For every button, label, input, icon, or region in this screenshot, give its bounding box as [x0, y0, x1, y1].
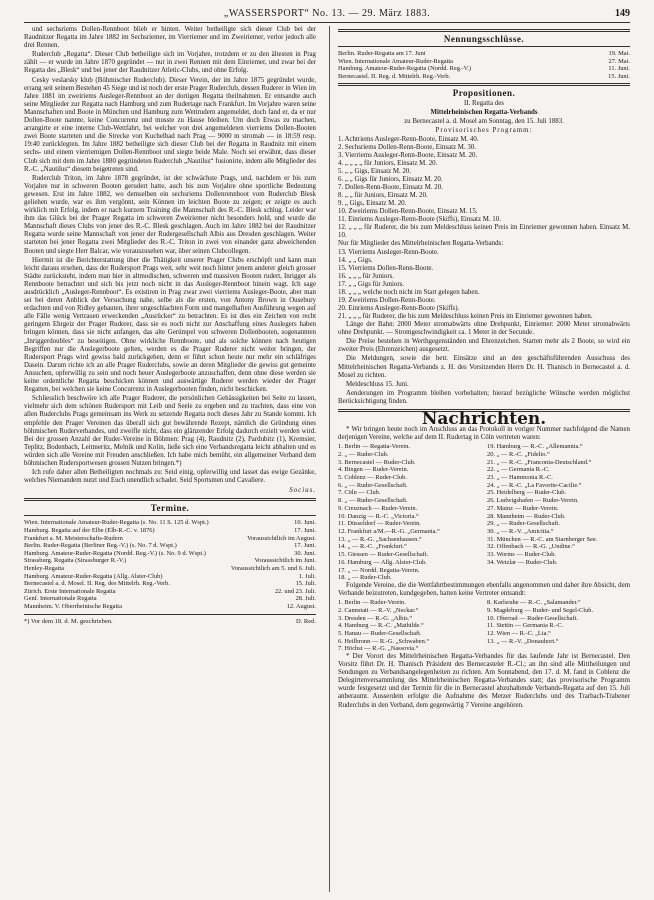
schedule-event: Berlin. Ruder-Regatta (Berliner Reg.-V.) (s. No. 7 d. Wspt.): [24, 542, 177, 550]
club-column: [487, 599, 630, 653]
schedule-date: 15. Juni.: [608, 72, 630, 80]
schedule-date: 27. Mai.: [608, 57, 630, 65]
club-list: [338, 599, 630, 653]
club-entry: 16. Hamburg — Allg. Alster-Club.: [338, 558, 427, 566]
paragraph: Die Preise bestehen in Werthgegenständen und Ehrenzeichen. Starten mehr als 2 Boote, so wird ein zweiter Preis (Ehrenzeichen) ausgesetzt.: [338, 338, 630, 354]
club-entry: 1. Berlin — Regatta-Verein.: [338, 443, 410, 451]
paragraph: Folgende Vereine, die die Wettfahrtbestimmungen ebenfalls angenommen und daher ihre Absicht, dem Verbande beizutreten, kundgegeben, hatten keine Vertreter entsandt:: [338, 581, 630, 597]
club-entry: 22. „ — Germania R.-C.: [487, 466, 550, 474]
paragraph: Ruderclub Triton, im Jahre 1878 gegründet, ist der schwächste Prags, und, nachdem er bis zum Vorjahre nur in schweren Booten gerudert hatte, auch bis zum Vorjahre ohne sportliche Bedeutung gewesen. Erst im Jahre 1882, wo demselben ein sechsriems Dollenrennboot vom Ruderclub Blesk geliehen wurde, war es ihm vergönnt, sein Können im leichten Boote zu zeigen; er zeigte es auch wirklich mit Erfolg, indem er nach kurzem Training die Mannschaft des R.-C. Blesk schlug. Leider war ihm das Glück bei der Prager Regatta im schweren Zweiriemer nicht besonders hold, und wurde die Mannschaft dieses Clubs von jener des R.-C. Blesk geschlagen. Auch im Jahre 1882 bei der Raudnitzer Regatta wurde seine Mannschaft von jener der Rudergesellschaft Albis aus Dresden geschlagen. Weiter starteten bei jener Regatta zwei Mitglieder des R.-C. Triton in zwei von einander ganz abweichenden Booten und siegte Herr Balcar, wie vorauszusehen war, über seinen Clubcollegen.: [24, 174, 316, 255]
termine-list: [24, 519, 316, 610]
program-item: 20. Einriems Ausleger-Renn-Boote (Skiffs).: [338, 305, 460, 313]
club-entry: 30. „ — R.-V. „Amicitia.“: [487, 527, 554, 535]
footnote-text: *) Vor dem 18. d. M. geschrieben.: [24, 617, 113, 625]
program-item: 6. „ „ Gigs für Juniors, Einsatz M. 20.: [338, 175, 443, 183]
club-entry: 2. „ — Ruder-Club.: [338, 450, 389, 458]
club-entry: 12. Wien — R.-C. „Lia.“: [487, 629, 551, 637]
club-entry: 10. Oberrad — Ruder-Gesellschaft.: [487, 614, 578, 622]
paragraph: und sechsriems Dollen-Rennboot blieb er hinten. Weiter betheiligte sich dieser Club bei der Raudnitzer Regatta im Jahre 1882 im Sechsriemer, im Vierriemer und im Zweiriemer, verlor jedoch alle drei Rennen.: [24, 26, 316, 50]
program-item: 14. „ „ Gigs.: [338, 257, 373, 265]
club-entry: 12. Frankfurt a/M.—R.-G. „Germania.“: [338, 527, 440, 535]
schedule-row: [24, 519, 316, 527]
program-item: 11. Einriems Ausleger-Renn-Boote (Skiffs), Einsatz M. 10.: [338, 215, 501, 223]
paragraph: Cesky veslarsky klub (Böhmischer Ruderclub). Dieser Verein, der im Jahre 1875 gegründet wurde, errang seit seinem Bestehen 45 Siege und ist noch der erste Prager Ruderclub, dessen Ruderer in Wien im Jahre 1881 im zweiriems Ausleger-Rennboot an der dortigen Regatta theilnahmen. Er entsandte auch seine Mitglieder zur Regatta nach Hamburg und zum Rudertage nach Frankfurt. Im Vorjahre waren seine Mannschaften und Boote in München und Hamburg zum Wettrudern angemeldet, doch fand er, da er nur Dollen-Boote nannte, keine Concurrenz und musste zu Hause bleiben. Um doch Etwas zu machen, arrangirte er eine interne Club-Wettfahrt, bei welcher von drei angemeldeten vierriems Dollen-Booten zwei Boote starteten und die Strecke von Kuchelbad nach Prag — 9000 m stromab — in 18:59 resp. 19:40 zurücklegten. Im Jahre 1882 betheiligte sich dieser Club bei der Regatta in Raudnitz mit einem sechs- und einem vierriemigen Dollen-Rennboot und siegte beide Male. Noch sei erwähnt, dass dieser Club sich mit dem im Jahre 1880 gegründeten Ruderclub „Nautilus“ fusionirte, indem alle Mitglieder des R.-C. „Nautilus“ diesem beigetreten sind.: [24, 76, 316, 173]
program-list: [338, 136, 630, 240]
schedule-date: 15. Juli.: [295, 580, 316, 588]
club-entry: 1. Berlin — Ruder-Verein.: [338, 599, 406, 607]
schedule-date: 1. Juli.: [298, 572, 316, 580]
club-entry: 5. Coblenz — Ruder-Club.: [338, 474, 407, 482]
club-list: [338, 443, 630, 582]
program-item: 19. Zweiriems Dollen-Renn-Boote.: [338, 297, 436, 305]
club-entry: 18. „ — Ruder-Club.: [338, 574, 392, 582]
divider: [338, 46, 630, 47]
header-title: „WASSERSPORT“ No. 13. — 29. März 1883.: [223, 8, 431, 19]
paragraph: Ich rufe daher allen Betheiligten nochmals zu: Seid einig, opferwillig und lasset das ewige Gezänke, welches Niemandem nutzt und Euch unendlich schadet. Seid Sportsmen und Cavaliere.: [24, 469, 316, 485]
program-item: 4. „ „ „ „ für Juniors, Einsatz M. 20.: [338, 159, 438, 167]
schedule-row: [24, 565, 316, 573]
nachrichten-heading: Nachrichten.: [421, 408, 547, 429]
club-entry: 23. „ — Hammonia R.-C.: [487, 474, 553, 482]
schedule-event: Hamburg. Amateur-Ruder-Regatta (Nordd. Reg.-V.) (s. No. 9 d. Wspt.): [24, 549, 206, 557]
paragraph: Die Meldungen, sowie die betr. Einsätze sind an den geschäftsführenden Ausschuss des Mittelrheinischen Regatta-Verbands z. H. des Vorsitzenden Herrn Dr. H. Thanisch in Bernecastel a. d. Mosel zu richten.: [338, 355, 630, 379]
schedule-date: 11. Juni.: [608, 65, 630, 73]
schedule-date: 10. Juni.: [294, 519, 316, 527]
schedule-row: [24, 527, 316, 535]
club-entry: 6. „ — Ruder-Gesellschaft.: [338, 481, 408, 489]
prop-subtitle: II. Regatta des: [464, 99, 504, 107]
club-entry: 13. „ — R.-V. „Donauhort.“: [487, 637, 559, 645]
club-entry: 2. Cannstatt — R.-V. „Neckar.“: [338, 606, 419, 614]
schedule-row: [24, 580, 316, 588]
propositionen-heading: Propositionen.: [452, 88, 516, 99]
schedule-row: [24, 595, 316, 603]
schedule-row: [338, 50, 630, 58]
schedule-row: [338, 58, 630, 66]
club-entry: 6. Heilbronn — R.-G. „Schwaben.“: [338, 637, 430, 645]
right-column: [338, 26, 630, 892]
schedule-event: Wien. Internationale Amateur-Ruder-Regatta: [338, 57, 454, 65]
club-entry: 11. Stettin — Germania R.-C.: [487, 622, 564, 630]
program-item: 17. „ „ Gigs für Juniors.: [338, 281, 405, 289]
divider: [338, 29, 630, 32]
schedule-event: Bernecastel. II. Reg. d. Mittelrh. Reg.-Verb.: [338, 72, 451, 80]
paragraph: * Der Vorort des Mittelrheinischen Regatta-Verbandes für das laufende Jahr ist Bernecastel. Den Vorsitz führt Dr. H. Thanisch Präsident des Bernecasteler R.-Cl.; an ihn sind alle Mittheilungen und Sendungen zu Verbandsangelegenheiten zu richten. Am Sonnabend, den 17. d. M. fand in Coblenz die Delegirtenversammlung des Mittelrheinischen Regatta-Verbandes statt; das provisorische Programm wurde festgesetzt und der Termin für die in Bernecastel abzuhaltende Verbands-Regatta auf den 15. Juli anberaumt. Ausserdem erfolgte die Aufnahme des Metzer Ruderclubs und des Trarbach-Trabener Ruderclubs in den Verband, dem gegenwärtig 7 Vereine angehören.: [338, 653, 630, 709]
left-column: [24, 26, 316, 892]
club-column: [487, 443, 630, 582]
schedule-event: Strassburg. Regatta (Strassburger R.-V.): [24, 557, 127, 565]
schedule-event: Hamburg. Amateur-Ruder-Regatta (Nordd. Reg.-V.): [338, 65, 472, 73]
program-item: 7. Dollen-Renn-Boote, Einsatz M. 20.: [338, 183, 443, 191]
paragraph: Aenderungen im Programm bleiben vorbehalten; hierauf bezügliche Wünsche werden möglichst Berücksichtigung finden.: [338, 389, 630, 405]
club-entry: 15. Giessen — Ruder-Gesellschaft.: [338, 551, 429, 559]
club-entry: 9. Magdeburg — Ruder- und Segel-Club.: [487, 606, 594, 614]
schedule-event: Hamburg. Regatta auf der Elbe (Elb-R.-C. v. 1876): [24, 527, 155, 535]
club-entry: 3. Bernecastel — Ruder-Club.: [338, 458, 416, 466]
page-number: 149: [615, 8, 630, 19]
club-entry: 20. „ — R.-C. „Fidelio.“: [487, 450, 550, 458]
nennung-list: [338, 50, 630, 80]
schedule-event: Wien. Internationale Amateur-Ruder-Regatta (s. No. 11 S. 125 d. Wspt.): [24, 519, 209, 527]
schedule-row: [24, 573, 316, 581]
club-entry: 8. „ — Ruder-Gesellschaft.: [338, 497, 408, 505]
schedule-row: [338, 65, 630, 73]
club-entry: 32. Offenbach — R.-G. „Undine.“: [487, 543, 575, 551]
divider: [338, 83, 630, 86]
program-item: 1. Achtriems Ausleger-Renn-Boote, Einsatz M. 40.: [338, 135, 479, 143]
schedule-date: 28. Juli.: [295, 595, 316, 603]
program-item: 13. Vierriems Ausleger-Renn-Boote.: [338, 249, 439, 257]
schedule-event: Frankfurt a. M. Meisterschafts-Rudern: [24, 534, 123, 542]
schedule-event: Berlin. Ruder-Regatta am 17. Juni: [338, 50, 426, 58]
club-entry: 7. Cöln — Club.: [338, 489, 381, 497]
schedule-row: [24, 557, 316, 565]
club-entry: 4. Hamburg — R.-C. „Mathilde.“: [338, 622, 424, 630]
schedule-date: 30. Juni.: [294, 549, 316, 557]
running-header: [24, 8, 630, 23]
footnote-signature: D. Red.: [295, 617, 316, 625]
club-entry: 25. Heidelberg — Ruder-Club.: [487, 489, 567, 497]
club-entry: 28. Mannheim — Ruder-Club.: [487, 512, 566, 520]
schedule-row: [24, 588, 316, 596]
program-item: 5. „ „ Gigs, Einsatz M. 20.: [338, 167, 412, 175]
program-list: [338, 249, 630, 321]
paragraph: Schliesslich beschwöre ich alle Prager Ruderer, die persönlichen Gehässigkeiten bei Seite zu lassen, vielmehr sich dem schönen Rudersport mit Leib und Seele zu ergeben und zu trachten, dass eine von allen Ruderclubs Prags gemeinsam ins Werk zu setzende Regatta noch dieses Jahr zu Stande kommt. Ich empfehle den Prager Vereinen das überall sich gut bewährende Rezept, nämlich die Gründung eines böhmischen Ruderverbandes, und zweifle nicht, dass ein glänzender Erfolg dadurch erzielt werden wird. Bei der grossen Anzahl der Ruder-Vereine in Böhmen: Prag (4), Raudnitz (2), Pardubitz (1), Kremsier, Teplitz, Bodenbach, Leitmeritz, Melnik und Kolin, ließe sich eine Verbandsregatta leicht abhalten und es würden sich alle Vereine mit Freuden anschließen. Ich habe mich bemüht, ein allgemeiner Verband dem böhmischen Rudersportwesen grossen Nutzen bringen.*): [24, 395, 316, 467]
nennung-heading: Nennungsschlüsse.: [443, 34, 525, 44]
program-item: 15. Vierriems Dollen-Renn-Boote.: [338, 265, 434, 273]
divider: [24, 614, 316, 615]
club-entry: 5. Hanau — Ruder-Gesellschaft.: [338, 629, 422, 637]
club-entry: 27. Mainz — Ruder-Verein.: [487, 504, 559, 512]
paragraph: Meldeschluss 15. Juni.: [346, 380, 409, 388]
club-entry: 9. Creuznach — Ruder-Verein.: [338, 504, 418, 512]
club-entry: 33. Worms — Ruder-Club.: [487, 551, 557, 559]
schedule-event: Zürich. Erste Internationale Regatta: [24, 587, 116, 595]
club-entry: 19. Hamburg — R.-C. „Allemannia.“: [487, 443, 583, 451]
club-entry: 24. „ — R.-C. „La Favorite-Cacilie.“: [487, 481, 582, 489]
club-entry: 13. „ — R.-G. „Sachsenhausen.“: [338, 535, 422, 543]
club-entry: 10. Danzig — R.-C. „Victoria.“: [338, 512, 419, 520]
program-item: 9. „ Gigs, Einsatz M. 20.: [338, 199, 407, 207]
schedule-row: [24, 550, 316, 558]
club-entry: 31. München — R.-C. am Starnberger See.: [487, 535, 598, 543]
program-item: 8. „ „ für Juniors, Einsatz M. 20.: [338, 191, 428, 199]
signature: Socius.: [289, 487, 316, 495]
termine-heading: Termine.: [150, 503, 190, 514]
schedule-row: [338, 73, 630, 81]
club-column: [338, 443, 481, 582]
program-item: 21. „ „ „ für Ruderer, die bis zum Meldeschluss keinen Preis im Einriemer gewonnen haben.: [338, 313, 593, 321]
column-divider: [329, 26, 330, 892]
club-entry: 4. Bingen — Ruder-Verein.: [338, 466, 409, 474]
program-item: 16. „ „ „ für Juniors.: [338, 273, 395, 281]
prop-subtitle: Mittelrheinischen Regatta-Verbands: [430, 108, 538, 116]
schedule-date: 22. und 23. Juli.: [274, 587, 316, 595]
club-entry: 8. Karlsruhe — R.-C. „Salamander.“: [487, 599, 581, 607]
club-entry: 26. Ludwigshafen — Ruder-Verein.: [487, 497, 579, 505]
club-entry: 29. „ — Ruder-Gesellschaft.: [487, 520, 560, 528]
members-only-heading: Nur für Mitglieder des Mittelrheinischen Regatta-Verbands:: [338, 239, 504, 247]
program-item: 2. Sechsriems Dollen-Renn-Boote, Einsatz M. 30.: [338, 143, 476, 151]
program-item: 12. „ „ „ für Ruderer, die bis zum Meldeschluss keinen Preis im Einriemer gewonnen haben. Einsatz M. 10.: [338, 223, 630, 239]
club-entry: 11. Düsseldorf — Ruder-Verein.: [338, 520, 421, 528]
club-entry: 14. „ — R.-C. „Frankfurt.“: [338, 543, 407, 551]
club-entry: 7. Höchst — R.-G. „Nassovia.“: [338, 645, 419, 653]
schedule-event: Hamburg. Amateur-Ruder-Regatta (Allg. Alster-Club): [24, 572, 163, 580]
divider: [24, 515, 316, 516]
divider: [24, 498, 316, 501]
schedule-date: 17. Juni.: [294, 527, 316, 535]
schedule-date: Voraussichtlich im Juni.: [254, 557, 316, 565]
schedule-date: Voraussichtlich im August.: [247, 534, 316, 542]
schedule-date: 17. Juni.: [294, 542, 316, 550]
prop-text: [338, 321, 630, 406]
schedule-event: Mannheim. V. Oberrheinische Regatta: [24, 602, 122, 610]
schedule-date: Voraussichtlich am 5. und 6. Juli.: [230, 565, 316, 572]
paragraph: Ruderclub „Regatta“. Dieser Club betheiligte sich im Vorjahre, trotzdem er zu den ältesten in Prag zählt — er wurde im Jahre 1870 gegründet — nur in zwei Rennen mit dem Einriemer, und zwar bei der Regatta des „Blesk“ und bei jener der Raudnitzer Atletic-Clubs, und ohne Erfolg.: [24, 51, 316, 75]
club-column: [338, 599, 481, 653]
club-entry: 34. Wetzlar — Ruder-Club.: [487, 558, 558, 566]
schedule-row: [24, 535, 316, 543]
club-entry: 3. Dresden — R.-G. „Albis.“: [338, 614, 413, 622]
club-entry: 17. „ — Nordd. Regatta-Verein.: [338, 566, 420, 574]
schedule-event: Bernecastel a. d. Mosel. II. Reg. des Mittelrh. Reg.-Verb.: [24, 580, 170, 588]
schedule-date: 12. August.: [286, 602, 316, 610]
paragraph: Länge der Bahn: 2000 Meter stromabwärts ohne Drehpunkt, Einriemer: 2000 Meter stromabwärts ohne Drehpunkt. — Stromgeschwindigkeit ca. 1 Meter in der Secunde.: [338, 321, 630, 337]
program-item: 18. „ „ „ welche noch nicht im Start gelegen haben.: [338, 289, 480, 297]
prop-subtitle: zu Bernecastel a. d. Mosel am Sonntag, den 15. Juli 1883.: [404, 117, 564, 125]
schedule-row: [24, 542, 316, 550]
schedule-event: Henley-Regatta: [24, 565, 65, 572]
schedule-row: [24, 603, 316, 611]
club-entry: 21. „ — R.-C. „Franconia-Deutschland.“: [487, 458, 592, 466]
prop-subtitle: Provisorisches Programm:: [435, 126, 533, 134]
schedule-event: Genf. Internationale Regatta: [24, 595, 97, 603]
schedule-date: 19. Mai.: [608, 50, 630, 58]
footnote: [24, 618, 316, 626]
program-item: 10. Zweiriems Dollen-Renn-Boote, Einsatz M. 15.: [338, 207, 478, 215]
paragraph: * Wir bringen heute noch im Anschluss an das Protokoll in voriger Nummer nachfolgend die Namen derjenigen Vereine, welche auf dem II. Rudertag in Cöln vertreten waren:: [338, 426, 630, 442]
paragraph: Hiermit ist die Berichterstattung über die Thätigkeit unserer Prager Clubs erschöpft und kann man leicht daraus ersehen, dass der Rudersport Prags weit, sehr weit noch hinter jenem anderer gleich grosser Städte zurücksteht, indem man hier in altmodischen, schweren und massiven Booten rudert, Inrigger als Rennboote betrachtet und sich bis jetzt noch nicht in das Ausleger-Rennboot hinein wagt. Ich sage ausdrücklich „Ausleger-Rennboot“. Es existiren in Prag zwar zwei vierriems Ausleger-Boote, aber man sei bei deren Anblick der Versuchung nahe, selbe als die ersten, von Antony Brown in Ousebury erdachten und von Ridley gebauten, ihrer ungeschlachten Form und mangelhaften Ausführung wegen auf alle Fälle wenig Vertrauen erweckenden „Ausrücker“ zu betrachten. Es ist dies ein Zeichen von recht geringem Ehrgeiz der Prager Ruderer, dass sie es noch nicht zur Anschaffung eines Auslegers haben bringen können, dass sie nicht anfangen, das alte Gerümpel von schweren Dollenbooten, sogenannten „Inriggerdoubles“ zu beseitigen. Ohne wirkliche Rennboote, und als solche können nach heutigen Begriffen nur die Auslegerboote gelten, werden es die Prager Ruderer nicht weiter bringen, der Rudersport Prags wird gewiss bald zurückgehen, denn er führt schon heute nur mehr ein schläfriges Dasein. Darum richte ich an alle Prager Ruderclubs, sowie an deren Mitglieder die gewiss gut gemeinte Ansuchen, opferwillig zu sein und noch heuer Auslegerboote anzuschaffen, denn ohne diese werden sie keine ordentliche Regatta beschicken können und auswärtige Ruderer werden wieder der Prager Regatten, bei welchen sie keine Concurrenz in Auslegerbooten finden, nicht beschicken.: [24, 256, 316, 394]
program-item: 3. Vierriems Ausleger-Renn-Boote, Einsatz M. 20.: [338, 151, 478, 159]
